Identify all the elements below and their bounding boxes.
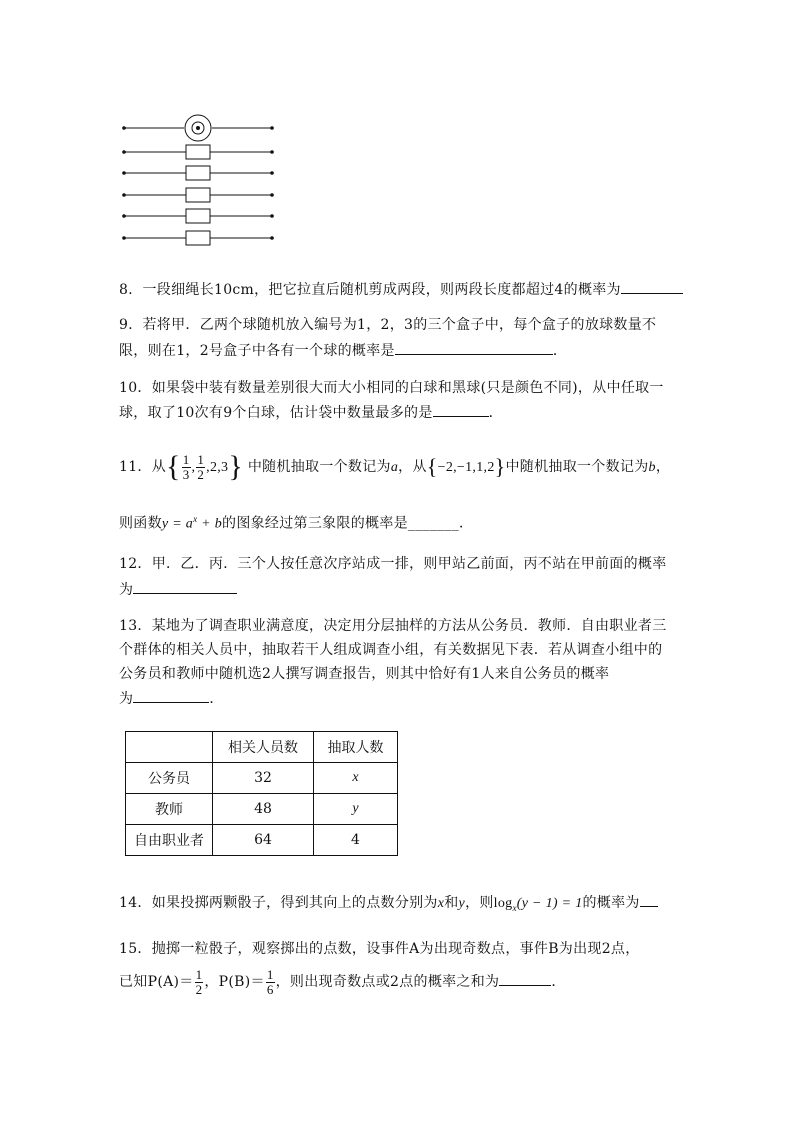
q11-line2-prefix: 则函数 (119, 515, 162, 532)
table-header-cell (126, 732, 213, 763)
fraction-numerator: 1 (197, 451, 205, 467)
table-cell: 公务员 (126, 763, 213, 794)
q13-answer-blank[interactable] (133, 688, 209, 703)
q8-text: 8．一段细绳长10cm，把它拉直后随机剪成两段，则两段长度都超过4的概率为 (119, 282, 621, 298)
table-cell: 48 (213, 794, 314, 825)
question-12-line1: 12．甲．乙．丙．三个人按任意次序站成一排，则甲站乙前面，丙不站在甲前面的概率 (119, 556, 667, 572)
q12-answer-blank[interactable] (133, 579, 237, 594)
q8-answer-blank[interactable] (621, 279, 683, 294)
left-brace-icon: { (166, 450, 181, 483)
q14-and: 和 (444, 895, 459, 911)
q10-answer-blank[interactable] (433, 402, 489, 417)
table-cell: 4 (314, 825, 398, 856)
question-11-line1: 11．从{ $\frac{1}{3}$ , $\frac{1}{2}$ ,2,3} 中随机抽取一个数记为a，从{−2,−1,1,2}中随机抽取一个数记为b， (119, 450, 671, 483)
table-cell: 自由职业者 (126, 825, 213, 856)
question-15-line1: 15．抛掷一粒骰子，观察掷出的点数，设事件A为出现奇数点，事件B为出现2点， (119, 941, 640, 957)
var-a: a (390, 460, 399, 475)
question-15-line2 (119, 962, 566, 1002)
fraction-one-half (196, 453, 205, 482)
table-header-cell: 抽取人数 (314, 732, 398, 763)
var-b: b (648, 460, 656, 475)
log-text: log (493, 896, 513, 911)
set1-rest: ,2,3 (206, 460, 229, 475)
var-y: y (458, 896, 466, 911)
q9-line2-text: 限，则在1，2号盒子中各有一个球的概率是 (119, 343, 395, 359)
fraction-one-third (182, 453, 191, 482)
func-tail: + b (197, 516, 223, 532)
table-cell: x (314, 763, 398, 794)
survey-table (125, 731, 398, 856)
q11-tail: ， (655, 459, 671, 475)
q14-mid: ，则 (465, 895, 494, 911)
question-13-line2: 个群体的相关人员中，抽取若干人组成调查小组，有关数据见下表．若从调查小组中的 (119, 642, 663, 658)
q15-answer-blank[interactable] (499, 971, 551, 986)
question-10-line1: 10．如果袋中装有数量差别很大而大小相同的白球和黑球(只是颜色不同)，从中任取一 (119, 380, 664, 396)
q11-line2-suffix: 的图象经过第三象限的概率是_______． (222, 515, 474, 532)
q12-line2-text: 为 (119, 582, 134, 598)
q11-mid: 中随机抽取一个数记为 (247, 459, 391, 475)
q11-mid3: 中随机抽取一个数记为 (505, 459, 649, 475)
right-brace-icon: } (228, 450, 244, 483)
q13-end: ． (209, 691, 224, 707)
fraction-numerator: 1 (182, 451, 190, 467)
table-cell: y (314, 794, 398, 825)
q9-end: ． (552, 343, 568, 359)
q15-line2-b: ，P(B)＝ (204, 974, 265, 990)
fraction-p-b (266, 968, 275, 997)
table-row (126, 763, 398, 794)
fraction-p-a (195, 968, 204, 997)
question-9-line2 (119, 340, 567, 361)
q13-line4-text: 为 (119, 691, 134, 707)
question-9-line1: 9．若将甲．乙两个球随机放入编号为1，2，3的三个盒子中，每个盒子的放球数量不 (119, 317, 657, 333)
set2: −2,−1,1,2 (437, 460, 495, 475)
func: y = a (161, 516, 194, 532)
question-8 (119, 279, 683, 300)
wire-diagram (0, 0, 794, 260)
q15-line2-c: ，则出现奇数点或2点的概率之和为 (275, 974, 500, 990)
question-13-line3: 公务员和教师中随机选2人撰写调查报告，则其中恰好有1人来自公务员的概率 (119, 666, 610, 682)
fraction-numerator: 1 (266, 966, 274, 982)
q14-prefix: 14．如果投掷两颗骰子，得到其向上的点数分别为 (119, 895, 438, 911)
table-header-cell: 相关人员数 (213, 732, 314, 763)
var-x: x (437, 896, 445, 911)
q15-end: ． (551, 974, 566, 990)
log-base: x (512, 902, 517, 913)
fraction-denominator: 6 (266, 981, 274, 997)
table-row (126, 794, 398, 825)
question-10-line2 (119, 402, 503, 423)
q15-line2-a: 已知P(A)＝ (119, 974, 194, 990)
question-13-line4 (119, 688, 224, 709)
table-header-row (126, 732, 398, 763)
fraction-denominator: 2 (197, 466, 205, 482)
func-exponent: x (193, 514, 198, 524)
q10-line2-text: 球，取了10次有9个白球，估计袋中数量最多的是 (119, 405, 433, 421)
question-13-line1: 13．某地为了调查职业满意度，决定用分层抽样的方法从公务员．教师．自由职业者三 (119, 618, 667, 634)
q9-answer-blank[interactable] (395, 340, 553, 355)
q10-end: ． (488, 405, 503, 421)
question-12-line2 (119, 579, 237, 600)
q11-prefix: 11．从 (119, 459, 167, 475)
table-cell: 32 (213, 763, 314, 794)
question-14 (119, 892, 658, 918)
q14-answer-blank[interactable] (640, 892, 658, 907)
table-cell: 64 (213, 825, 314, 856)
table-row (126, 825, 398, 856)
q11-mid2: ，从 (398, 459, 427, 475)
table-cell: 教师 (126, 794, 213, 825)
fraction-denominator: 2 (195, 981, 203, 997)
fraction-numerator: 1 (195, 966, 203, 982)
left-brace-icon: { (426, 454, 438, 479)
q14-suffix: 的概率为 (582, 895, 640, 911)
log-arg: (y − 1) = 1 (516, 896, 583, 911)
right-brace-icon: } (494, 454, 506, 479)
fraction-denominator: 3 (182, 466, 190, 482)
question-11-line2 (119, 509, 473, 535)
